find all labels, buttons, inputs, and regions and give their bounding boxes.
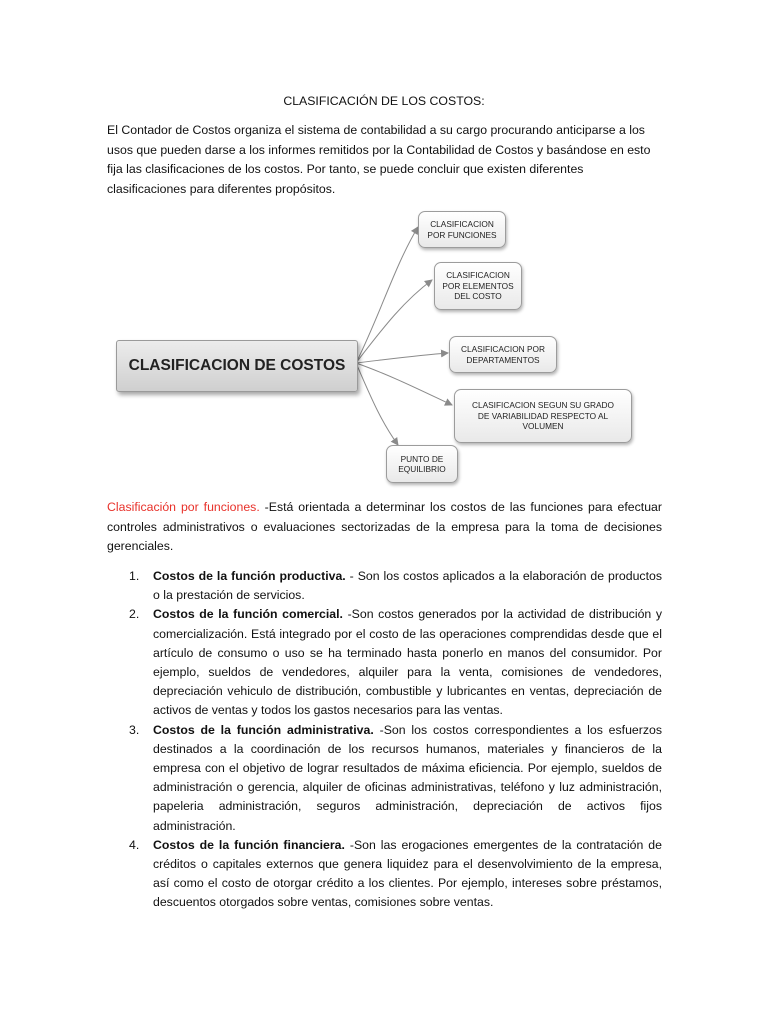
box-punto-equilibrio: PUNTO DE EQUILIBRIO bbox=[386, 445, 458, 483]
connector-funciones bbox=[356, 227, 418, 363]
box-variabilidad: CLASIFICACION SEGUN SU GRADO DE VARIABILIDAD RESPECTO AL VOLUMEN bbox=[454, 389, 632, 443]
section-text: -Está orientada a determinar los costos de las funciones para efectuar controles administrativos o evaluaciones sectorizadas de la empresa para la toma de decisiones gerenciales. bbox=[107, 500, 662, 553]
list-item-term: Costos de la función financiera. bbox=[153, 837, 345, 852]
list-item-text: - Son los costos aplicados a la elaboración de productos o la prestación de servicios. bbox=[153, 569, 662, 603]
list-item-term: Costos de la función comercial. bbox=[153, 607, 343, 622]
section-heading: Clasificación por funciones. bbox=[107, 500, 260, 514]
box-por-elementos: CLASIFICACION POR ELEMENTOS DEL COSTO bbox=[434, 262, 522, 310]
page-title: CLASIFICACIÓN DE LOS COSTOS: bbox=[283, 94, 485, 108]
list-item: 1. Costos de la función productiva. - Son los costos aplicados a la elaboración de productos o la prestación de servicios. bbox=[129, 569, 662, 603]
connector-variabilidad bbox=[356, 363, 452, 405]
list-item: 2. Costos de la función comercial. -Son costos generados por la actividad de distribución y comercialización. Está integrado por el costo de las operaciones comprendidas desde que el artículo de consumo o uso se ha terminado hasta ponerlo en manos del consumidor. Por ejemplo, sueldos de vendedores, alquiler para la venta, comisiones de vendedores, depreciación vehiculo de distribución, combustible y lubricantes en ventas, depreciación de activos de ventas y todos los gastos necesarios para las ventas. bbox=[129, 607, 663, 718]
cost-functions-list bbox=[129, 567, 662, 913]
list-item-term: Costos de la función administrativa. bbox=[153, 722, 374, 737]
box-por-funciones: CLASIFICACION POR FUNCIONES bbox=[418, 211, 506, 248]
connector-equilibrio bbox=[356, 363, 398, 445]
list-item-text: -Son las erogaciones emergentes de la contratación de créditos o capitales externos que genera liquidez para el desenvolvimiento de la empresa, así como el costo de otorgar crédito a los clientes. Por ejemplo, intereses sobre préstamos, descuentos otorgados sobre ventas, comisiones sobre ventas. bbox=[153, 837, 662, 910]
main-classification-box: CLASIFICACION DE COSTOS bbox=[116, 340, 358, 392]
intro-paragraph: El Contador de Costos organiza el sistema de contabilidad a su cargo procurando anticiparse a los usos que pueden darse a los informes remitidos por la Contabilidad de Costos y basándose en esto fija las clasificaciones de los costos. Por tanto, se puede concluir que existen diferentes clasificaciones para diferentes propósitos. bbox=[107, 123, 651, 196]
list-item-text: -Son los costos correspondientes a los esfuerzos destinados a la coordinación de los recursos humanos, materiales y financieros de la empresa con el objetivo de lograr resultados de máxima eficiencia. Por ejemplo, sueldos de administración o gerencia, alquiler de oficinas administrativas, teléfono y luz administración, papeleria administración, seguros administración, depreciación de activos fijos administración. bbox=[153, 722, 662, 833]
connector-departamentos bbox=[356, 353, 448, 363]
connector-elementos bbox=[356, 280, 432, 363]
list-item-text: -Son costos generados por la actividad de distribución y comercialización. Está integrado por el costo de las operaciones comprendidas desde que el artículo de consumo o uso se ha terminado hasta ponerlo en manos del consumidor. Por ejemplo, sueldos de vendedores, alquiler para la venta, comisiones de vendedores, depreciación vehiculo de distribución, combustible y lubricantes en ventas, depreciación de activos de ventas y todos los gastos necesarios para las ventas. bbox=[153, 607, 663, 718]
list-item: 3. Costos de la función administrativa. -Son los costos correspondientes a los esfuerzos destinados a la coordinación de los recursos humanos, materiales y financieros de la empresa con el objetivo de lograr resultados de máxima eficiencia. Por ejemplo, sueldos de administración o gerencia, alquiler de oficinas administrativas, teléfono y luz administración, papeleria administración, seguros administración, depreciación de activos fijos administración. bbox=[129, 722, 662, 833]
classification-diagram bbox=[0, 205, 768, 480]
box-por-departamentos: CLASIFICACION POR DEPARTAMENTOS bbox=[449, 336, 557, 373]
list-item-term: Costos de la función productiva. bbox=[153, 569, 346, 583]
section-paragraph bbox=[107, 498, 662, 557]
list-item: 4. Costos de la función financiera. -Son las erogaciones emergentes de la contratación de créditos o capitales externos que genera liquidez para el desenvolvimiento de la empresa, así como el costo de otorgar crédito a los clientes. Por ejemplo, intereses sobre préstamos, descuentos otorgados sobre ventas, comisiones sobre ventas. bbox=[129, 837, 662, 910]
